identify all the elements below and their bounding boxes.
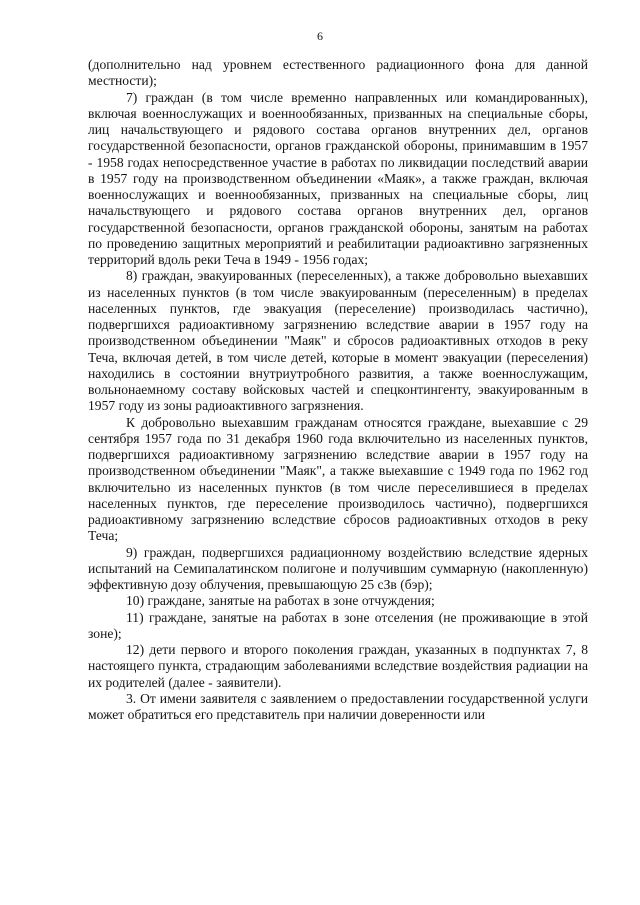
document-body	[88, 57, 588, 723]
paragraph-item-9: 9) граждан, подвергшихся радиационному воздействию вследствие ядерных испытаний на Семипалатинском полигоне и получившим суммарную (накопленную) эффективную дозу облучения, превышающую 25 сЗв (бэр);	[88, 544, 588, 592]
page-number: 6	[317, 29, 323, 43]
paragraph-item-12: 12) дети первого и второго поколения граждан, указанных в подпунктах 7, 8 настоящего пункта, страдающим заболеваниями вследствие воздействия радиации на их родителей (далее - заявители).	[88, 642, 588, 690]
paragraph-item-8: 8) граждан, эвакуированных (переселенных), а также добровольно выехавших из населенных пунктов (в том числе эвакуированным (переселенным) в пределах населенных пунктов, где эвакуация (переселение) производилась частично), подвергшихся радиоактивному загрязнению вследствие аварии в 1957 году на производственном объединении "Маяк" и сбросов радиоактивных отходов в реку Теча, включая детей, в том числе детей, которые в момент эвакуации (переселения) находились в состоянии внутриутробного развития, а также военнослужащим, вольнонаемному составу войсковых частей и спецконтингенту, эвакуированным в 1957 году из зоны радиоактивного загрязнения.	[88, 268, 588, 414]
paragraph-item-7: 7) граждан (в том числе временно направленных или командированных), включая военнослужащих и военнообязанных, призванных на специальные сборы, лиц начальствующего и рядового состава органов внутренних дел, органов государственной безопасности, органов гражданской обороны, принимавшим в 1957 - 1958 годах непосредственное участие в работах по ликвидации последствий аварии в 1957 году на производственном объединении «Маяк», а также граждан, включая военнослужащих и военнообязанных, призванных на специальные сборы, лиц начальствующего и рядового состава органов внутренних дел, органов государственной безопасности, органов гражданской обороны, занятым на работах по проведению защитных мероприятий и реабилитации радиоактивно загрязненных территорий вдоль реки Теча в 1949 - 1956 годах;	[88, 89, 588, 267]
paragraph-continuation: (дополнительно над уровнем естественного радиационного фона для данной местности);	[88, 57, 588, 89]
paragraph-section-3: 3. От имени заявителя с заявлением о предоставлении государственной услуги может обратиться его представитель при наличии доверенности или	[88, 690, 588, 722]
paragraph-item-11: 11) граждане, занятые на работах в зоне отселения (не проживающие в этой зоне);	[88, 609, 588, 641]
paragraph-item-10: 10) граждане, занятые на работах в зоне отчуждения;	[126, 593, 435, 609]
paragraph-voluntary-departees: К добровольно выехавшим гражданам относятся граждане, выехавшие с 29 сентября 1957 года по 31 декабря 1960 года включительно из населенных пунктов, подвергшихся радиоактивному загрязнению вследствие аварии в 1957 году на производственном объединении "Маяк", а также выехавшие с 1949 года по 1962 год включительно из населенных пунктов (в том числе переселившиеся в пределах населенных пунктов, где переселение производилось частично), подвергшихся радиоактивному загрязнению вследствие сбросов радиоактивных отходов в реку Теча;	[88, 414, 588, 544]
